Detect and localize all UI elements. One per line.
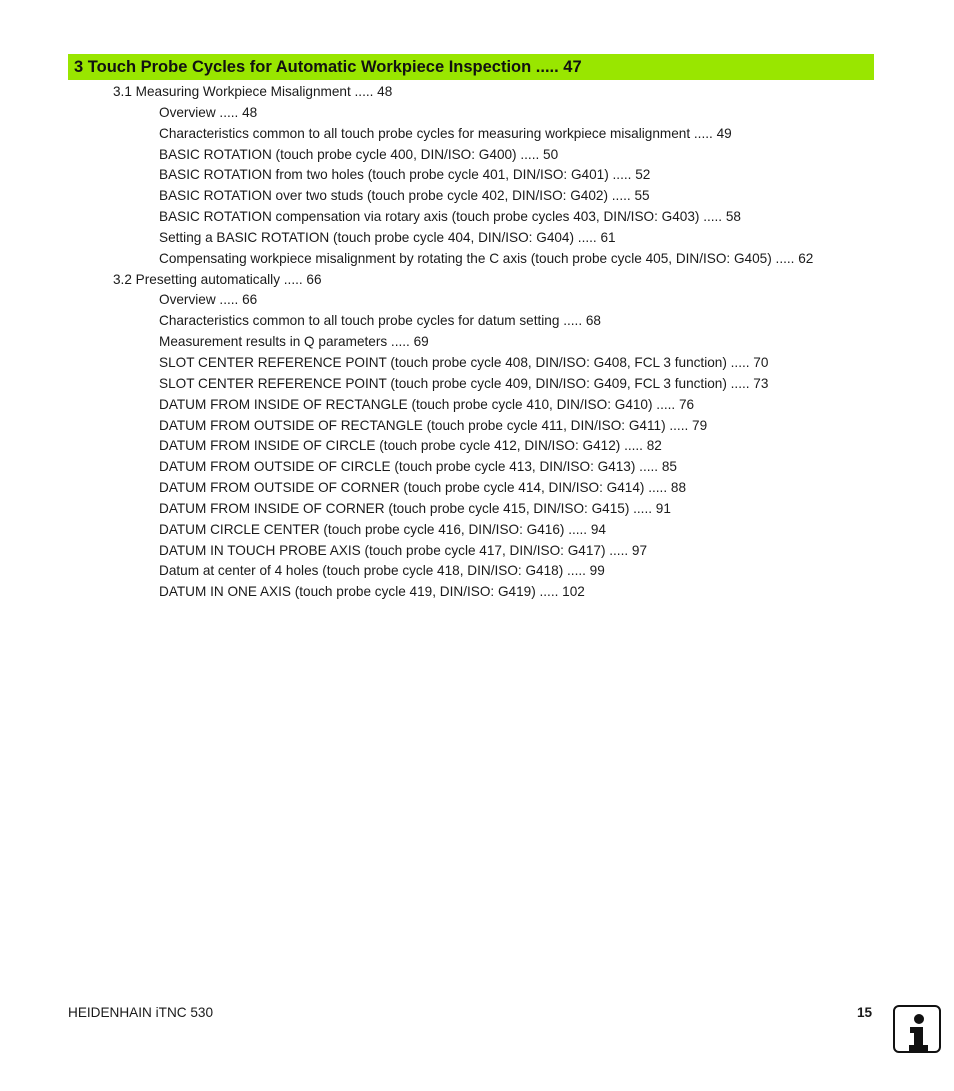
toc-entry[interactable]: DATUM FROM INSIDE OF CIRCLE (touch probe cycle 412, DIN/ISO: G412) ..... 82 — [159, 438, 662, 454]
toc-entry[interactable]: DATUM FROM OUTSIDE OF RECTANGLE (touch probe cycle 411, DIN/ISO: G411) ..... 79 — [159, 417, 708, 433]
chapter-heading[interactable] — [68, 54, 874, 80]
toc-section-3-2[interactable]: 3.2 Presetting automatically ..... 66 — [113, 271, 322, 287]
toc-entry[interactable]: BASIC ROTATION from two holes (touch probe cycle 401, DIN/ISO: G401) ..... 52 — [159, 167, 651, 183]
toc-entry[interactable]: DATUM FROM OUTSIDE OF CORNER (touch probe cycle 414, DIN/ISO: G414) ..... 88 — [159, 480, 687, 496]
toc-entry[interactable]: Setting a BASIC ROTATION (touch probe cycle 404, DIN/ISO: G404) ..... 61 — [159, 229, 616, 245]
footer-product-name: HEIDENHAIN iTNC 530 — [68, 1005, 214, 1020]
toc-entry[interactable]: BASIC ROTATION compensation via rotary axis (touch probe cycles 403, DIN/ISO: G403) ..... 58 — [159, 209, 741, 225]
toc-entry[interactable]: DATUM IN TOUCH PROBE AXIS (touch probe cycle 417, DIN/ISO: G417) ..... 97 — [159, 542, 648, 558]
table-of-contents — [0, 82, 954, 603]
toc-entry[interactable]: DATUM FROM OUTSIDE OF CIRCLE (touch probe cycle 413, DIN/ISO: G413) ..... 85 — [159, 459, 677, 475]
toc-entry[interactable]: Measurement results in Q parameters ..... 69 — [159, 334, 429, 350]
toc-entry[interactable]: Overview ..... 48 — [159, 104, 258, 120]
page-number: 15 — [857, 1005, 873, 1020]
info-icon — [893, 1005, 941, 1053]
toc-entry[interactable]: BASIC ROTATION (touch probe cycle 400, DIN/ISO: G400) ..... 50 — [159, 146, 559, 162]
chapter-title: 3 Touch Probe Cycles for Automatic Workpiece Inspection ..... 47 — [74, 57, 582, 76]
toc-entry[interactable]: BASIC ROTATION over two studs (touch probe cycle 402, DIN/ISO: G402) ..... 55 — [159, 188, 650, 204]
toc-entry[interactable]: Overview ..... 66 — [159, 292, 258, 308]
toc-entry[interactable]: DATUM IN ONE AXIS (touch probe cycle 419, DIN/ISO: G419) ..... 102 — [159, 584, 585, 600]
toc-entry[interactable]: SLOT CENTER REFERENCE POINT (touch probe cycle 409, DIN/ISO: G409, FCL 3 function) ..... 73 — [159, 375, 769, 391]
toc-entry[interactable]: Characteristics common to all touch probe cycles for measuring workpiece misalignment ..... 49 — [159, 125, 732, 141]
info-icon-glyph — [895, 1007, 939, 1051]
toc-entry[interactable]: SLOT CENTER REFERENCE POINT (touch probe cycle 408, DIN/ISO: G408, FCL 3 function) ..... 70 — [159, 354, 769, 370]
toc-entry[interactable]: Datum at center of 4 holes (touch probe cycle 418, DIN/ISO: G418) ..... 99 — [159, 563, 605, 579]
toc-entry[interactable]: Compensating workpiece misalignment by rotating the C axis (touch probe cycle 405, DIN/ISO: G405) ..... 62 — [159, 250, 814, 266]
toc-entry[interactable]: DATUM CIRCLE CENTER (touch probe cycle 416, DIN/ISO: G416) ..... 94 — [159, 521, 606, 537]
toc-entry[interactable]: DATUM FROM INSIDE OF RECTANGLE (touch probe cycle 410, DIN/ISO: G410) ..... 76 — [159, 396, 695, 412]
toc-section-3-1[interactable]: 3.1 Measuring Workpiece Misalignment ..... 48 — [113, 84, 393, 99]
toc-entry[interactable]: DATUM FROM INSIDE OF CORNER (touch probe cycle 415, DIN/ISO: G415) ..... 91 — [159, 500, 671, 516]
toc-entry[interactable]: Characteristics common to all touch probe cycles for datum setting ..... 68 — [159, 313, 601, 329]
